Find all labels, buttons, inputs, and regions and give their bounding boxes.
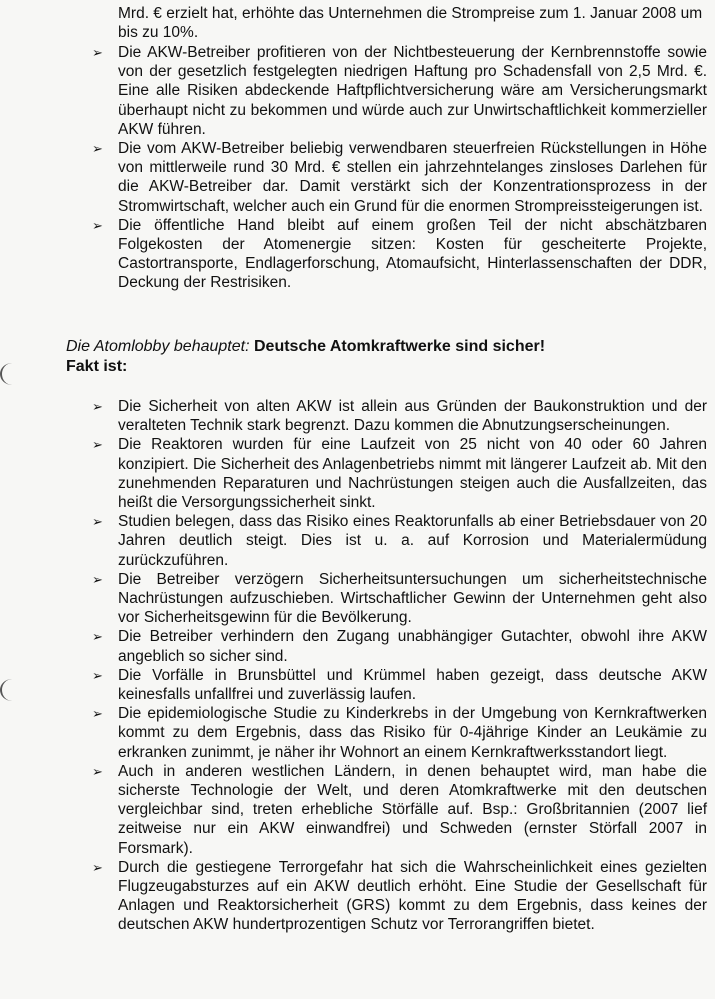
section-two-list xyxy=(0,397,715,935)
arrow-bullet-icon: ➢ xyxy=(92,514,103,530)
arrow-bullet-icon: ➢ xyxy=(92,629,103,645)
heading-claim: Deutsche Atomkraftwerke sind sicher! xyxy=(253,338,546,355)
arrow-bullet-icon: ➢ xyxy=(92,141,103,157)
list-item: ➢ Die AKW-Betreiber profitieren von der Nichtbesteuerung der Kernbrennstoffe sowie von der gesetzlich festgelegten niedrigen Haftung pro Schadensfall von 2,5 Mrd. €. Eine alle Risiken abdeckende Haftpflichtversicherung wäre am Versicherungsmarkt überhaupt nicht zu bekommen und würde auch zur Unwirtschaftlichkeit kommerzieller AKW führen. xyxy=(92,44,707,138)
list-item: ➢ Die vom AKW-Betreiber beliebig verwendbaren steuerfreien Rückstellungen in Höhe von mittlerweile rund 30 Mrd. € stellen ein jahrzehntelanges zinsloses Darlehen für die AKW-Betreiber dar. Damit verstärkt sich der Konzentrationsprozess in der Stromwirtschaft, welcher auch ein Grund für die enormen Strompreissteigerungen ist. xyxy=(92,140,707,215)
fakt-label: Fakt ist: xyxy=(66,358,128,375)
list-item: ➢ Die Betreiber verzögern Sicherheitsuntersuchungen um sicherheitstechnische Nachrüstungen aufzuschieben. Wirtschaftlicher Gewinn der Unternehmen geht also vor Sicherheitsgewinn für die Bevölkerung. xyxy=(92,570,707,627)
list-item: ➢ Die Sicherheit von alten AKW ist allein aus Gründen der Baukonstruktion und der veralteten Technik stark begrenzt. Dazu kommen die Abnutzungserscheinungen. xyxy=(92,398,707,435)
list-item: ➢ Durch die gestiegene Terrorgefahr hat sich die Wahrscheinlichkeit eines gezielten Flugzeugabsturzes auf ein AKW deutlich erhöht. Eine Studie der Gesellschaft für Anlagen und Reaktorsicherheit (GRS) kommt zu dem Ergebnis, dass keines der deutschen AKW hundertprozentigen Schutz vor Terrorangriffen bietet. xyxy=(92,858,707,934)
punch-hole-mark xyxy=(0,363,24,385)
section-heading xyxy=(66,337,545,357)
list-item: ➢ Die öffentliche Hand bleibt auf einem großen Teil der nicht abschätzbaren Folgekosten der Atomenergie sitzen: Kosten für gescheiterte Projekte, Castortransporte, Endlagerforschung, Atomaufsicht, Hinterlassenschaften der DDR, Deckung der Restrisiken. xyxy=(92,216,707,292)
continuation-text: Mrd. € erzielt hat, erhöhte das Unternehmen die Strompreise zum 1. Januar 2008 um bis zu 10%. xyxy=(118,5,703,42)
section-one-list xyxy=(0,43,715,293)
list-item: ➢ Auch in anderen westlichen Ländern, in denen behauptet wird, man habe die sicherste Technologie der Welt, und deren Atomkraftwerke mit den deutschen vergleichbar sind, treten erhebliche Störfälle auf. Bsp.: Großbritannien (2007 lief zeitweise nur ein AKW einwandfrei) und Schweden (ernster Störfall 2007 in Forsmark). xyxy=(92,762,707,857)
list-item: ➢ Studien belegen, dass das Risiko eines Reaktorunfalls ab einer Betriebsdauer von 20 Jahren deutlich steigt. Dies ist u. a. auf Korrosion und Materialermüdung zurückzuführen. xyxy=(92,513,707,569)
list-item: ➢ Die Reaktoren wurden für eine Laufzeit von 25 nicht von 40 oder 60 Jahren konzipiert. Die Sicherheit des Anlagenbetriebs nimmt mit längerer Laufzeit ab. Mit den zunehmenden Reparaturen und Nachrüstungen steigen auch die Ausfallzeiten, das heißt die Versorgungssicherheit sinkt. xyxy=(92,436,707,512)
arrow-bullet-icon: ➢ xyxy=(92,571,103,587)
arrow-bullet-icon: ➢ xyxy=(92,667,103,683)
list-item: ➢ Die Betreiber verhindern den Zugang unabhängiger Gutachter, obwohl ihre AKW angeblich so sicher sind. xyxy=(92,628,707,665)
arrow-bullet-icon: ➢ xyxy=(92,763,103,779)
list-item: ➢ Die Vorfälle in Brunsbüttel und Krümmel haben gezeigt, dass deutsche AKW keinesfalls unfallfrei und zuverlässig laufen. xyxy=(92,666,707,704)
arrow-bullet-icon: ➢ xyxy=(92,859,103,875)
list-item: ➢ Die epidemiologische Studie zu Kinderkrebs in der Umgebung von Kernkraftwerken kommt zu dem Ergebnis, dass das Risiko für 0-4jährige Kinder an Leukämie zu erkranken zunimmt, je näher ihr Wohnort an einem Kernkraftwerksstandort liegt. xyxy=(92,705,707,761)
arrow-bullet-icon: ➢ xyxy=(92,217,103,233)
arrow-bullet-icon: ➢ xyxy=(92,399,103,414)
arrow-bullet-icon: ➢ xyxy=(92,437,103,453)
arrow-bullet-icon: ➢ xyxy=(92,45,103,60)
arrow-bullet-icon: ➢ xyxy=(92,706,103,722)
heading-lead: Die Atomlobby behauptet: xyxy=(66,338,250,355)
